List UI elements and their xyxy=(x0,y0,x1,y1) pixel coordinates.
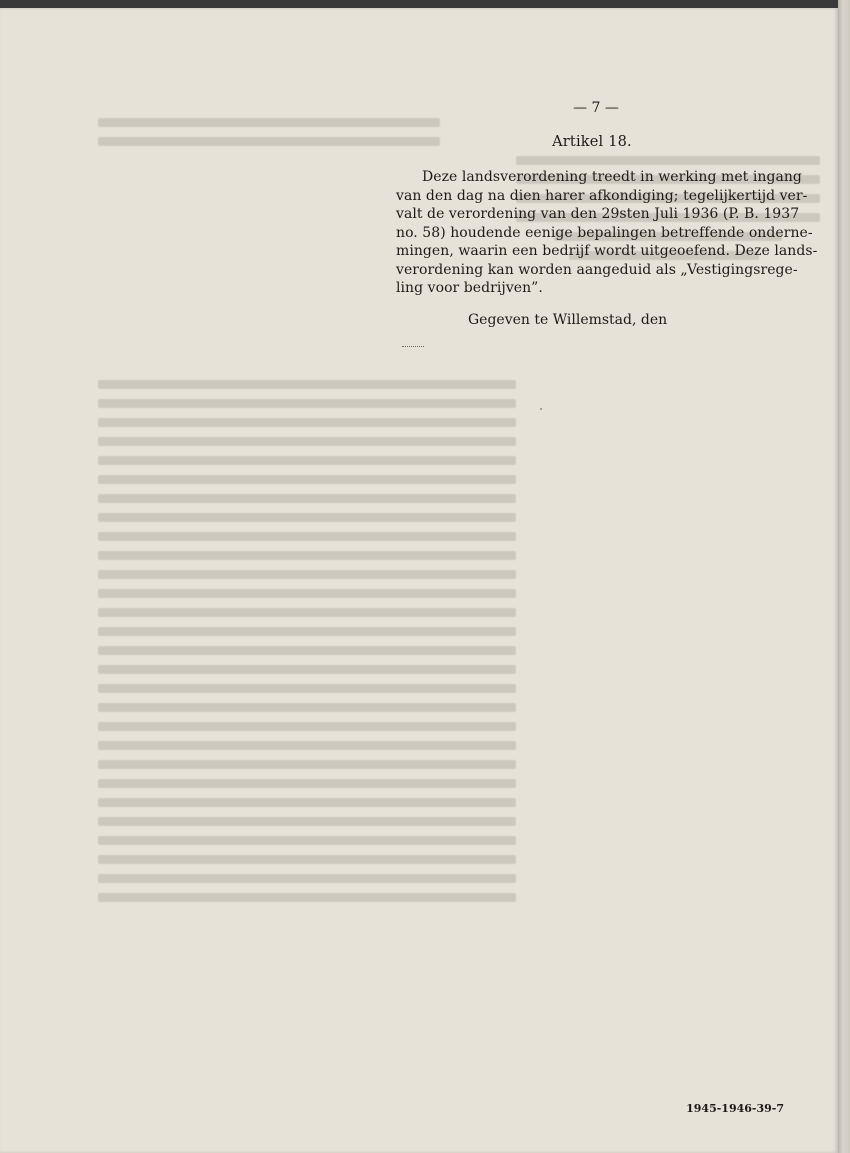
article-body xyxy=(396,168,818,298)
body-line: verordening kan worden aangeduid als „Vestigingsrege- xyxy=(396,261,798,278)
page-number: — 7 — xyxy=(573,100,619,116)
paper-speck xyxy=(540,408,542,410)
body-line: ling voor bedrijven”. xyxy=(396,280,543,296)
body-line: valt de verordening van den 29sten Juli 1936 (P. B. 1937 xyxy=(396,206,800,222)
scan-right-edge xyxy=(838,0,850,1153)
signature-placeholder-dash xyxy=(402,346,424,347)
footer-document-code: 1945-1946-39-7 xyxy=(686,1102,784,1115)
given-at-line: Gegeven te Willemstad, den xyxy=(468,311,668,328)
scan-top-edge xyxy=(0,0,850,8)
body-line: mingen, waarin een bedrijf wordt uitgeoefend. Deze lands- xyxy=(396,243,818,259)
main-text-column xyxy=(396,100,818,328)
body-line: no. 58) houdende eenige bepalingen betreffende onderne- xyxy=(396,224,813,241)
article-title: Artikel 18. xyxy=(552,134,632,150)
body-line: Deze landsverordening treedt in werking met ingang xyxy=(422,169,802,185)
body-line: van den dag na dien harer afkondiging; tegelijkertijd ver- xyxy=(396,187,808,204)
document-page xyxy=(0,8,838,1153)
